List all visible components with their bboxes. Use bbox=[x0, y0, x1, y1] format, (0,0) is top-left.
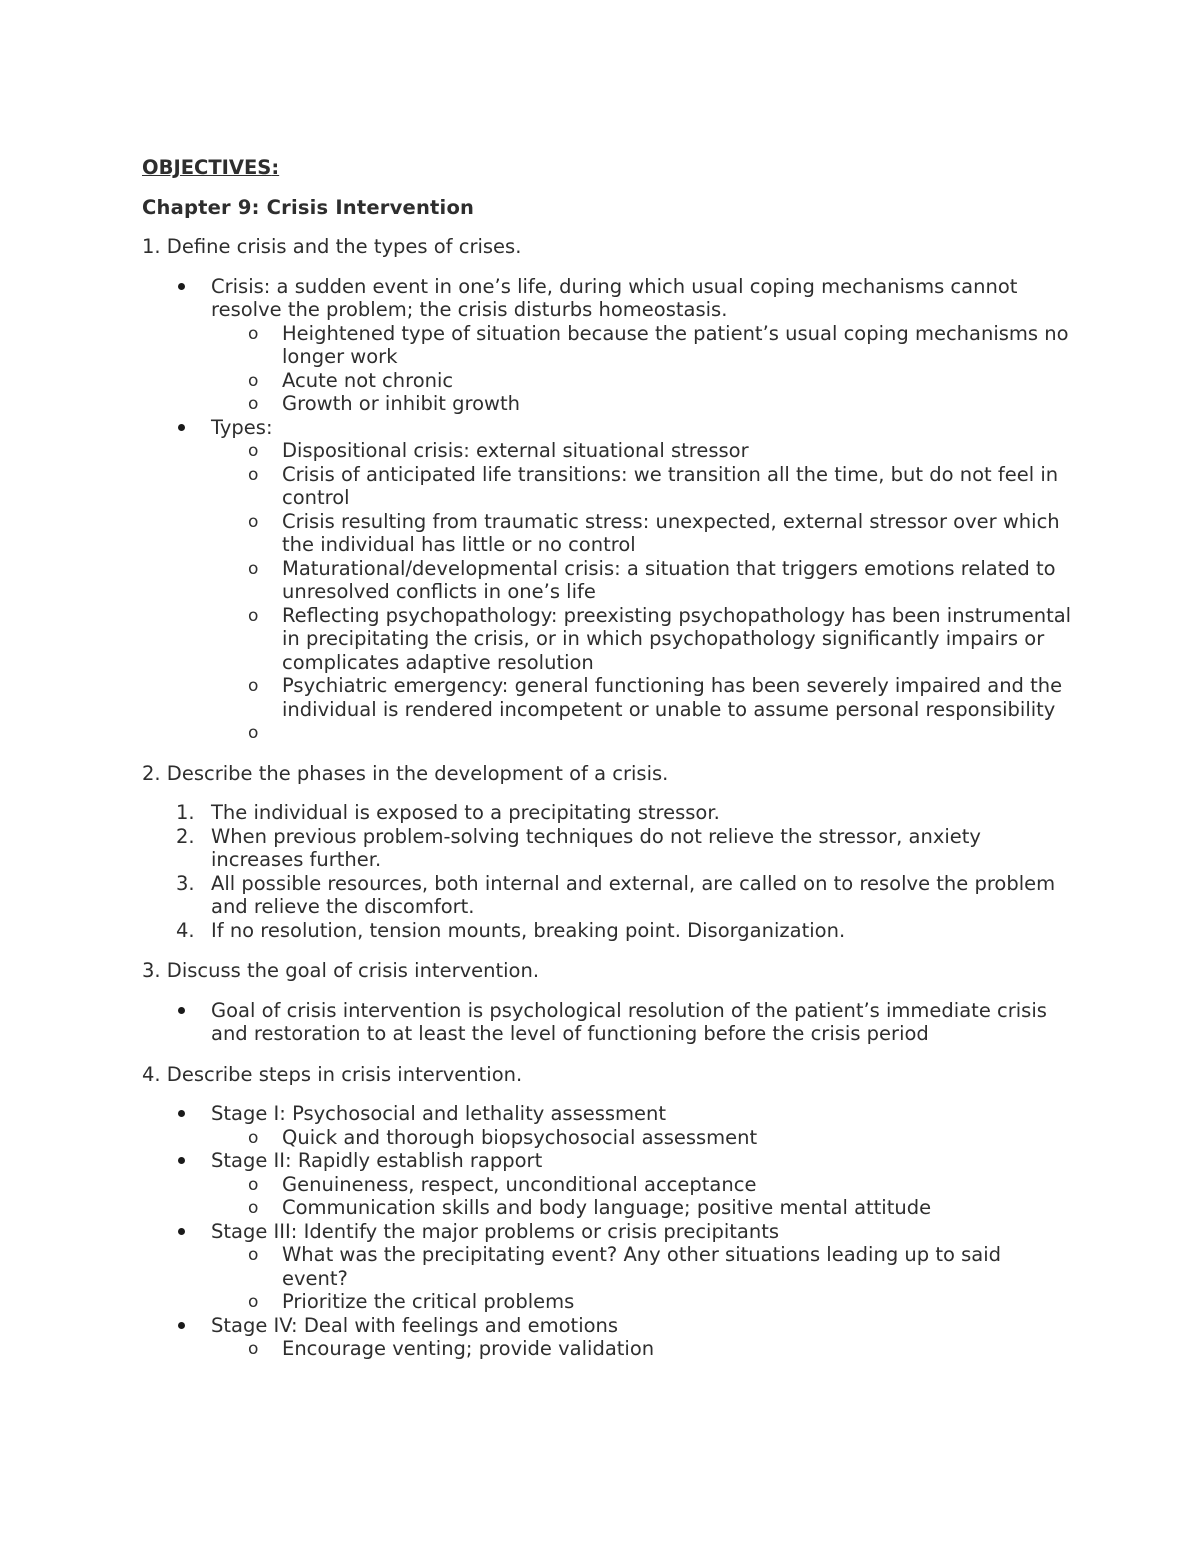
sub-list-item: o What was the precipitating event? Any other situations leading up to said event? bbox=[248, 1243, 1002, 1290]
bullet-icon bbox=[178, 1007, 185, 1014]
question-4: 4. Describe steps in crisis intervention. bbox=[142, 1062, 523, 1086]
bullet-icon bbox=[178, 424, 185, 431]
list-number: 4. bbox=[176, 918, 195, 942]
sub-bullet-icon: o bbox=[248, 464, 259, 485]
sub-list-item bbox=[142, 721, 1072, 745]
list-number: 1. bbox=[176, 801, 195, 824]
objectives-heading: OBJECTIVES: bbox=[142, 156, 280, 179]
sub-list-item: o Acute not chronic bbox=[248, 368, 454, 392]
bullet-icon bbox=[178, 1228, 185, 1235]
sub-bullet-icon: o bbox=[248, 676, 259, 696]
list-number: 3. bbox=[176, 871, 195, 895]
sub-list-item: o Dispositional crisis: external situational stressor bbox=[248, 439, 749, 462]
list-number: 2. bbox=[176, 824, 195, 848]
sub-list bbox=[211, 1337, 1072, 1361]
sub-list-item: o Encourage venting; provide validation bbox=[248, 1337, 655, 1360]
list-item: Stage III: Identify the major problems or crisis precipitants o What was the precipitating event? Any other situations leading up to said event? o Prioritize the critical problems bbox=[142, 1220, 1072, 1314]
sub-bullet-icon: o bbox=[248, 441, 259, 461]
sub-list-item: o Maturational/developmental crisis: a situation that triggers emotions related to unresolved conflicts in one’s life bbox=[248, 556, 1056, 603]
list-item: Types: o Dispositional crisis: external situational stressor o Crisis of anticipated life transitions: we transition all the time, but do not feel in control o Crisis resulting from traumatic stress: unexpected, external stressor over which the individual has little or no control o Maturational/developmental crisis: a situation that triggers emotions related to unresolved conflicts in one’s life o Reflecting psychopathology: preexisting psychopathology has been instrumental in precipitating the crisis, or in which psychopathology significantly impairs or complicates adaptive resolution o Psychiatric emergency: general functioning has been severely impaired and the individual is rendered incompetent or unable to assume personal responsibility o bbox=[142, 416, 1072, 745]
section-3-list bbox=[142, 999, 1072, 1046]
sub-list-item: o Heightened type of situation because the patient’s usual coping mechanisms no longer work bbox=[248, 321, 1069, 368]
sub-list bbox=[211, 1126, 1072, 1150]
section-4-list bbox=[142, 1102, 1072, 1361]
sub-bullet-icon: o bbox=[248, 1339, 259, 1359]
list-item: 3. All possible resources, both internal and external, are called on to resolve the problem and relieve the discomfort. bbox=[176, 871, 1056, 918]
sub-bullet-icon: o bbox=[248, 323, 259, 344]
sub-list bbox=[211, 1173, 1072, 1220]
question-1: 1. Define crisis and the types of crises. bbox=[142, 235, 522, 258]
sub-list-item: o Psychiatric emergency: general functioning has been severely impaired and the individual is rendered incompetent or unable to assume personal responsibility bbox=[248, 674, 1063, 721]
list-item: Goal of crisis intervention is psychological resolution of the patient’s immediate crisis and restoration to at least the level of functioning before the crisis period bbox=[142, 999, 1072, 1046]
question-3: 3. Discuss the goal of crisis intervention. bbox=[142, 959, 540, 982]
list-item: Stage I: Psychosocial and lethality assessment o Quick and thorough biopsychosocial assessment bbox=[142, 1102, 1072, 1149]
document-page bbox=[142, 156, 1072, 1378]
section-1-list bbox=[142, 275, 1072, 745]
sub-list-item: o Communication skills and body language; positive mental attitude bbox=[248, 1196, 932, 1219]
sub-list bbox=[211, 322, 1072, 416]
sub-bullet-icon: o bbox=[248, 370, 259, 391]
list-item: 1. The individual is exposed to a precipitating stressor. bbox=[176, 801, 720, 824]
list-item: 4. If no resolution, tension mounts, breaking point. Disorganization. bbox=[176, 918, 846, 942]
list-item: Stage IV: Deal with feelings and emotions o Encourage venting; provide validation bbox=[142, 1314, 1072, 1361]
bullet-icon bbox=[178, 1110, 185, 1117]
sub-list-item: o Growth or inhibit growth bbox=[248, 392, 520, 415]
sub-bullet-icon: o bbox=[248, 605, 259, 626]
sub-bullet-icon: o bbox=[248, 1127, 259, 1148]
list-item: Stage II: Rapidly establish rapport o Genuineness, respect, unconditional acceptance o Communication skills and body language; positive mental attitude bbox=[142, 1149, 1072, 1220]
sub-list-item: o Reflecting psychopathology: preexisting psychopathology has been instrumental in precipitating the crisis, or in which psychopathology significantly impairs or complicates adaptive resolution bbox=[248, 603, 1072, 674]
bullet-icon bbox=[178, 283, 185, 290]
sub-list bbox=[211, 1243, 1072, 1314]
bullet-icon bbox=[178, 1157, 185, 1164]
sub-list-item: o Prioritize the critical problems bbox=[248, 1290, 575, 1313]
sub-bullet-icon: o bbox=[248, 1245, 259, 1265]
question-2: 2. Describe the phases in the development of a crisis. bbox=[142, 761, 669, 785]
sub-bullet-icon: o bbox=[248, 723, 259, 743]
sub-bullet-icon: o bbox=[248, 558, 259, 579]
list-item: Crisis: a sudden event in one’s life, during which usual coping mechanisms cannot resolve the problem; the crisis disturbs homeostasis. o Heightened type of situation because the patient’s usual coping mechanisms no longer work o Acute not chronic o Growth or inhibit growth bbox=[142, 275, 1072, 416]
sub-bullet-icon: o bbox=[248, 1292, 259, 1312]
sub-list-item: o Genuineness, respect, unconditional acceptance bbox=[248, 1172, 757, 1196]
sub-list bbox=[211, 439, 1072, 745]
chapter-title: Chapter 9: Crisis Intervention bbox=[142, 195, 475, 219]
sub-list-item: o Quick and thorough biopsychosocial assessment bbox=[248, 1125, 758, 1149]
sub-list-item: o Crisis of anticipated life transitions: we transition all the time, but do not feel in control bbox=[248, 462, 1059, 509]
section-2-list bbox=[142, 801, 1072, 942]
sub-bullet-icon: o bbox=[248, 511, 259, 532]
bullet-icon bbox=[178, 1322, 185, 1329]
list-item: 2. When previous problem-solving techniques do not relieve the stressor, anxiety increases further. bbox=[176, 824, 981, 871]
sub-bullet-icon: o bbox=[248, 1174, 259, 1195]
sub-bullet-icon: o bbox=[248, 1198, 259, 1218]
sub-bullet-icon: o bbox=[248, 394, 259, 414]
sub-list-item: o Crisis resulting from traumatic stress: unexpected, external stressor over which the individual has little or no control bbox=[248, 509, 1060, 556]
